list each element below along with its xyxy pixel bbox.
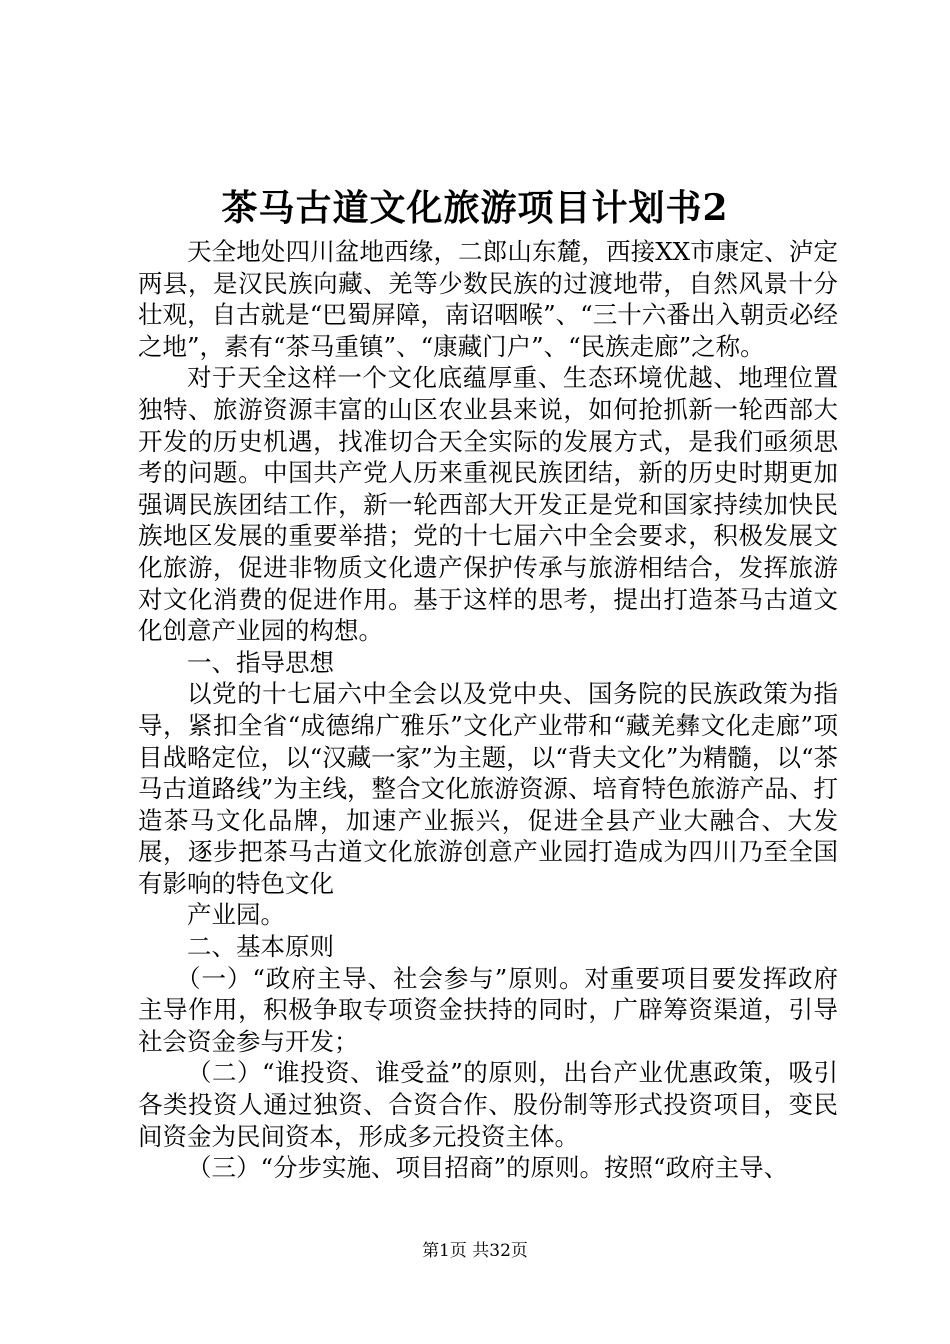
page-number-footer: 第1页 共32页 (422, 1241, 528, 1261)
paragraph-intro: 天全地处四川盆地西缘，二郎山东麓，西接XX市康定、泸定两县，是汉民族向藏、羌等少数民族的过渡地带，自然风景十分壮观，自古就是“巴蜀屏障，南诏咽喉”、“三十六番出入朝贡必经之地”，素有“茶马重镇”、“康藏门户”、“民族走廊”之称。 (138, 237, 838, 361)
section-heading-basic-principles: 二、基本原则 (187, 932, 334, 962)
paragraph-background: 对于天全这样一个文化底蕴厚重、生态环境优越、地理位置独特、旅游资源丰富的山区农业县来说，如何抢抓新一轮西部大开发的历史机遇，找准切合天全实际的发展方式，是我们亟须思考的问题。中国共产党人历来重视民族团结，新的历史时期更加强调民族团结工作，新一轮西部大开发正是党和国家持续加快民族地区发展的重要举措；党的十七届六中全会要求，积极发展文化旅游，促进非物质文化遗产保护传承与旅游相结合，发挥旅游对文化消费的促进作用。基于这样的思考，提出打造茶马古道文化创意产业园的构想。 (138, 363, 838, 646)
principle-item-1: （一）“政府主导、社会参与”原则。对重要项目要发挥政府主导作用，积极争取专项资金扶持的同时，广辟筹资渠道，引导社会资金参与开发； (138, 963, 838, 1056)
paragraph-guiding-thought: 以党的十七届六中全会以及党中央、国务院的民族政策为指导，紧扣全省“成德绵广雅乐”文化产业带和“藏羌彝文化走廊”项目战略定位，以“汉藏一家”为主题，以“背夫文化”为精髓，以“茶马古道路线”为主线，整合文化旅游资源、培育特色旅游产品、打造茶马文化品牌，加速产业振兴，促进全县产业大融合、大发展，逐步把茶马古道文化旅游创意产业园打造成为四川乃至全国有影响的特色文化 (138, 679, 838, 898)
principle-item-2: （二）“谁投资、谁受益”的原则，出台产业优惠政策，吸引各类投资人通过独资、合资合作、股份制等形式投资项目，变民间资金为民间资本，形成多元投资主体。 (138, 1058, 838, 1151)
document-title: 茶马古道文化旅游项目计划书2 (221, 187, 729, 229)
principle-item-3: （三）“分步实施、项目招商”的原则。按照“政府主导、 (187, 1153, 789, 1183)
document-body (138, 236, 838, 1184)
section-heading-guiding-thought: 一、指导思想 (187, 647, 334, 677)
paragraph-continuation: 产业园。 (187, 900, 285, 930)
